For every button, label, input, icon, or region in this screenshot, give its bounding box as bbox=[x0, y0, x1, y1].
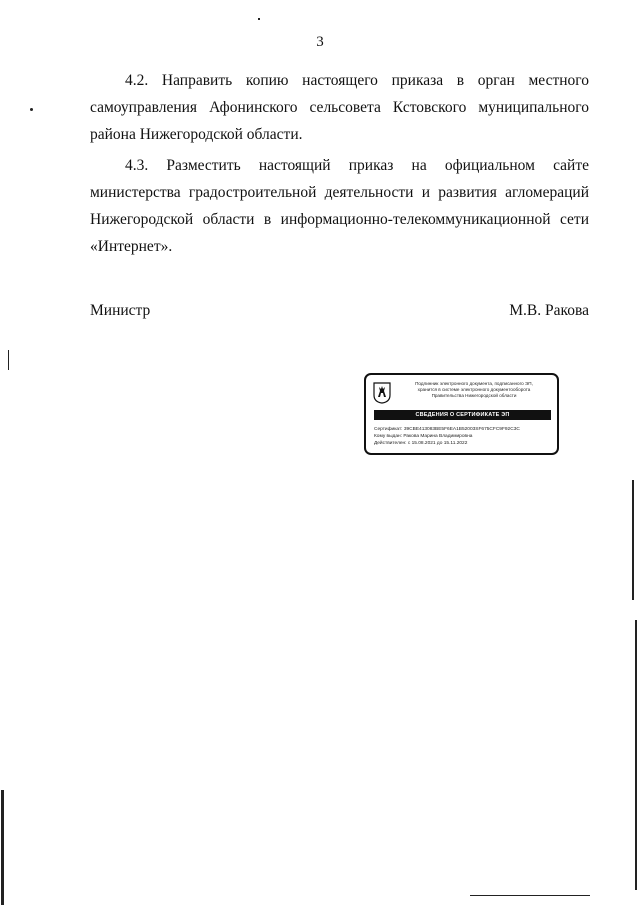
scan-artifact bbox=[632, 480, 634, 600]
scan-artifact bbox=[1, 790, 4, 905]
certificate-owner: Кому выдан: Ракова Марина Владимировна bbox=[374, 434, 473, 439]
certificate-number: Сертификат: 39CBE413083BE5F6EA1B52003SF675CFC9F92C3C bbox=[374, 427, 520, 432]
scan-artifact bbox=[258, 18, 260, 20]
stamp-header: Подлинник электронного документа, подписанного ЭП, хранится в системе электронного документооборота Правительства Нижегородской области bbox=[415, 381, 533, 398]
signatory-name: М.В. Ракова bbox=[509, 302, 589, 319]
scan-artifact bbox=[8, 350, 9, 370]
electronic-signature-stamp bbox=[364, 373, 559, 455]
stamp-banner: СВЕДЕНИЯ О СЕРТИФИКАТЕ ЭП bbox=[374, 410, 551, 420]
scan-artifact bbox=[635, 620, 637, 890]
page-number: 3 bbox=[316, 34, 324, 50]
certificate-validity: Действителен: с 15.08.2021 до 15.11.2022 bbox=[374, 441, 468, 446]
paragraph-text: 4.3. Разместить настоящий приказ на официальном сайте министерства градостроительной деятельности и развития агломераций Нижегородской области в информационно-телекоммуникационной сети «Интернет». bbox=[90, 157, 589, 255]
paragraph-4-3 bbox=[90, 152, 589, 260]
paragraph-text: 4.2. Направить копию настоящего приказа в орган местного самоуправления Афонинского сельсовета Кстовского муниципального района Нижегородской области. bbox=[90, 72, 589, 143]
paragraph-4-2 bbox=[90, 67, 589, 148]
scan-artifact bbox=[30, 108, 33, 111]
nizhny-novgorod-deer-emblem-icon bbox=[373, 382, 391, 404]
scan-artifact bbox=[470, 895, 590, 896]
signatory-position: Министр bbox=[90, 302, 151, 319]
